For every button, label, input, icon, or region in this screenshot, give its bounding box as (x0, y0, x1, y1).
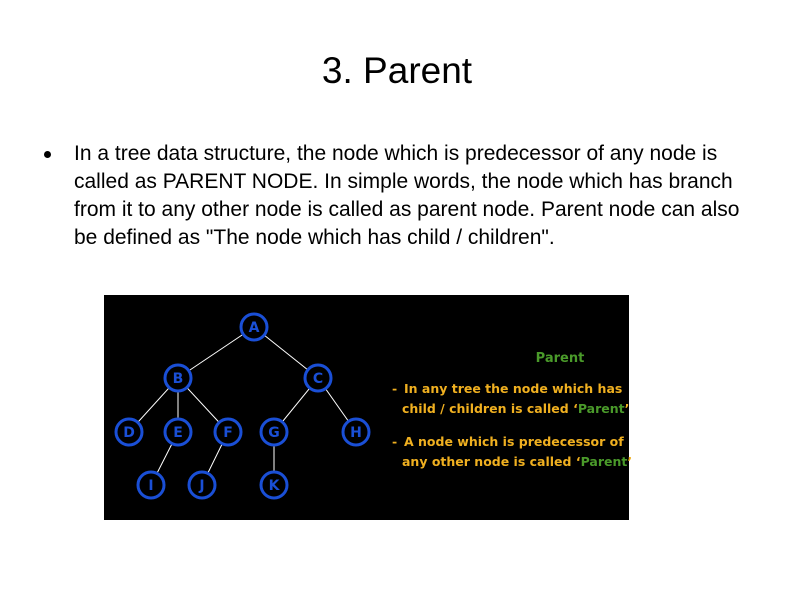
node-label: E (173, 425, 183, 441)
note-2-line1: A node which is predecessor of (404, 434, 624, 449)
note-1-line1: In any tree the node which has (404, 381, 623, 396)
node-label: D (123, 425, 135, 441)
node-label: K (268, 478, 280, 494)
note-1-highlight: Parent (577, 401, 625, 416)
note-2-line2 (402, 454, 632, 469)
bullet-text: In a tree data structure, the node which is predecessor of any node is called as PARENT NODE. In simple words, the node which has branch from it to any other node is called as parent node. Parent node can also be defined as "The node which has child / children". (74, 142, 740, 249)
page-title: 3. Parent (321, 50, 473, 91)
node-label: C (312, 371, 324, 387)
note-2-prefix: any other node is called ‘ (402, 454, 581, 469)
note-1-prefix: child / children is called ‘ (402, 401, 578, 416)
node-label: A (248, 320, 260, 336)
node-h (343, 419, 369, 445)
node-c (305, 365, 331, 391)
note-1-line2 (402, 401, 629, 416)
node-label: G (268, 425, 280, 441)
tree-diagram (104, 295, 633, 520)
node-label: B (172, 371, 184, 387)
note-2-suffix: ’ (627, 454, 633, 469)
bullet-dot (44, 151, 51, 158)
node-i (138, 472, 164, 498)
note-2-highlight: Parent (580, 454, 628, 469)
tree-svg (104, 295, 633, 520)
node-f (215, 419, 241, 445)
node-label: J (199, 478, 205, 494)
node-label: I (148, 478, 154, 494)
node-label: F (223, 425, 233, 441)
node-g (261, 419, 287, 445)
tree-nodes (116, 314, 369, 498)
node-k (261, 472, 287, 498)
tree-edges (129, 327, 356, 485)
node-label: H (350, 425, 362, 441)
note-heading: Parent (535, 351, 585, 366)
node-e (165, 419, 191, 445)
note-2-dash: - (392, 434, 398, 449)
node-j (189, 472, 215, 498)
note-1-suffix: ’ (624, 401, 630, 416)
note-1-dash: - (392, 381, 398, 396)
node-d (116, 419, 142, 445)
node-b (165, 365, 191, 391)
node-a (241, 314, 267, 340)
